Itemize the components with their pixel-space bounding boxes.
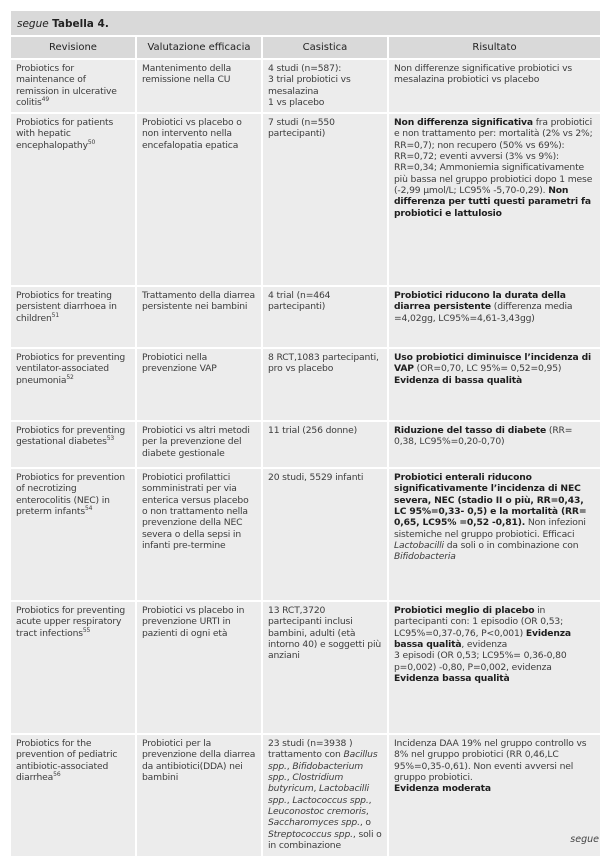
species-name: Saccharomyces spp. (268, 817, 360, 829)
cell-casistica (262, 59, 388, 113)
risultato-text: 3 episodi (OR 0,53; LC95%= 0,36-0,80 p=0,002) -0,80, P=0,002, evidenza (394, 650, 567, 673)
continued-label: segue (570, 834, 599, 845)
risultato-text: da soli o in combinazione con (443, 539, 579, 551)
cell-revisione (11, 421, 136, 468)
cell-casistica (262, 286, 388, 348)
revisione-text: Probiotics for preventing acute upper respiratory tract infections (16, 605, 126, 639)
casistica-line: 8 RCT,1083 partecipanti, pro vs placebo (268, 352, 379, 375)
cell-valutazione: Probiotici per la prevenzione della diarrea da antibiotici(DDA) nei bambini (136, 734, 262, 857)
cell-revisione (11, 734, 136, 857)
cell-risultato (388, 59, 600, 113)
caption-prefix: segue (17, 18, 49, 30)
cell-risultato (388, 468, 600, 601)
reference-number: 53 (106, 435, 115, 443)
species-name: Lactobacilli spp. (268, 783, 369, 806)
cell-casistica (262, 468, 388, 601)
reference-number: 52 (66, 373, 74, 381)
casistica-text: , (365, 805, 369, 817)
reference-number: 50 (87, 138, 96, 146)
revisione-text: Probiotics for treating persistent diarrhoea in children (16, 290, 117, 324)
risultato-text: Incidenza DAA 19% nel gruppo controllo vs 8% nel gruppo probiotici (RR 0,46,LC 95%=0,35-0,61). Non eventi avversi nel gruppo probiotici. (394, 738, 587, 784)
reference-number: 55 (82, 626, 91, 634)
cell-revisione (11, 113, 136, 286)
table-row (11, 421, 600, 468)
casistica-line: partecipanti inclusi bambini, adulti (età intorno 40) e soggetti più anziani (268, 616, 382, 662)
cell-revisione (11, 468, 136, 601)
casistica-text: , (313, 783, 320, 795)
casistica-line: 4 studi (n=587): (268, 63, 342, 74)
risultato-text: fra probiotici e non trattamento per: mortalità (2% vs 2%; RR=0,7); non recupero (50% vs 69%): RR=0,72; eventi avversi (3% vs 9%): RR=0,34; Ammoniemia significativamente più bassa nel gruppo probiotici dopo 1 mese (-2,99 µmol/L; LC95% -5,70-0,29). (394, 117, 593, 196)
casistica-text: , (286, 794, 293, 806)
cell-risultato (388, 601, 600, 734)
risultato-emphasis: Probiotici enterali riducono significativamente l’incidenza di NEC severa, NEC (stadio II o più, RR=0,43, LC 95%=0,33- 0,5) e la mortalità (RR= 0,65, LC95% =0,52 -0,81). (394, 472, 587, 529)
cell-casistica (262, 348, 388, 421)
risultato-text: (OR=0,70, LC 95%= 0,52=0,95) (413, 363, 562, 375)
reference-number: 54 (85, 505, 93, 513)
risultato-emphasis: Probiotici riducono la durata della diarrea persistente (394, 290, 566, 313)
table-row (11, 468, 600, 601)
risultato-text: (RR= 0,38, LC95%=0,20-0,70) (394, 425, 573, 448)
risultato-text: , evidenza (461, 639, 508, 651)
casistica-text: , (368, 794, 372, 806)
risultato-text: (differenza media =4,02gg, LC95%=4,61-3,43gg) (394, 301, 573, 324)
cell-valutazione: Trattamento della diarrea persistente nei bambini (136, 286, 262, 348)
revisione-text: Probiotics for maintenance of remission in ulcerative colitis (16, 63, 117, 108)
cell-revisione (11, 601, 136, 734)
cell-risultato (388, 286, 600, 348)
cell-valutazione: Mantenimento della remissione nella CU (136, 59, 262, 113)
revisione-text: Probiotics for patients with hepatic encephalopathy (16, 117, 114, 151)
risultato-emphasis: Evidenza bassa qualità (394, 627, 571, 651)
risultato-emphasis: Non differenza significativa (394, 117, 533, 129)
cell-risultato (388, 734, 600, 857)
casistica-line: 4 trial (n=464 partecipanti) (268, 290, 331, 313)
casistica-text: , o (359, 817, 371, 829)
table-row (11, 601, 600, 734)
species-name: Clostridium butyricum (268, 772, 344, 795)
risultato-text: in partecipanti con: 1 episodio (OR 0,53; LC95%=0,37-0,76, P<0,001) (394, 605, 564, 639)
cell-revisione (11, 348, 136, 421)
table-row (11, 59, 600, 113)
cell-casistica (262, 421, 388, 468)
risultato-text: Non infezioni sistemiche nel gruppo probiotici. Efficaci (394, 517, 586, 540)
risultato-emphasis: Evidenza di bassa qualità (394, 374, 523, 386)
cell-risultato (388, 113, 600, 286)
header-revisione: Revisione (11, 37, 136, 59)
cell-casistica (262, 734, 388, 857)
probiotics-table (11, 37, 600, 858)
table-row (11, 734, 600, 857)
casistica-text: 23 studi (n=3938 ) trattamento con (268, 738, 353, 761)
cell-revisione (11, 59, 136, 113)
species-name: Bacillus spp. (268, 749, 378, 772)
header-casistica: Casistica (262, 37, 388, 59)
table-row (11, 286, 600, 348)
risultato-emphasis: Probiotici meglio di placebo (394, 605, 535, 617)
reference-number: 51 (51, 311, 60, 319)
casistica-line: 13 RCT,3720 (268, 605, 326, 617)
table-caption (11, 11, 600, 37)
table-container (11, 11, 600, 858)
casistica-text: , soli o in combinazione (268, 828, 382, 851)
revisione-text: Probiotics for the prevention of pediatric antibiotic-associated diarrhea (16, 738, 118, 784)
risultato-emphasis: Evidenza moderata (394, 783, 491, 795)
risultato-emphasis: Uso probiotici diminuisce l’incidenza di VAP (394, 352, 592, 375)
risultato-text: Lactobacilli (394, 539, 444, 551)
species-name: Bifidobacterium spp. (268, 760, 364, 784)
species-name: Leuconostoc cremoris (268, 805, 366, 817)
cell-valutazione: Probiotici vs placebo o non intervento nella encefalopatia epatica (136, 113, 262, 286)
caption-title: Tabella 4. (52, 18, 109, 30)
revisione-text: Probiotics for preventing gestational diabetes (16, 425, 126, 448)
risultato-text: Non differenze significative probiotici vs mesalazina probiotici vs placebo (394, 63, 573, 86)
casistica-line: 1 vs placebo (268, 96, 325, 108)
casistica-text: , (286, 760, 293, 772)
cell-valutazione: Probiotici profilattici somministrati per via enterica versus placebo o non trattamento nella prevenzione della NEC severa o della sepsi in infanti pre-termine (136, 468, 262, 601)
casistica-line: 3 trial probiotici vs mesalazina (268, 74, 351, 97)
casistica-text: , (286, 772, 293, 784)
casistica-line: 7 studi (n=550 partecipanti) (268, 117, 335, 140)
species-name: Streptococcus spp. (268, 828, 353, 840)
cell-valutazione: Probiotici vs altri metodi per la prevenzione del diabete gestionale (136, 421, 262, 468)
revisione-text: Probiotics for preventing ventilator-associated pneumonia (16, 352, 126, 386)
risultato-emphasis: Evidenza bassa qualità (394, 672, 510, 684)
risultato-emphasis: Riduzione del tasso di diabete (394, 425, 547, 437)
cell-casistica (262, 113, 388, 286)
revisione-text: Probiotics for prevention of necrotizing enterocolitis (NEC) in preterm infants (16, 472, 125, 518)
reference-number: 49 (41, 95, 50, 103)
cell-risultato (388, 421, 600, 468)
cell-valutazione: Probiotici nella prevenzione VAP (136, 348, 262, 421)
cell-casistica (262, 601, 388, 734)
casistica-line: 20 studi, 5529 infanti (268, 472, 364, 484)
table-row (11, 348, 600, 421)
table-row (11, 113, 600, 286)
reference-number: 56 (53, 771, 61, 779)
species-name: Lactococcus spp. (292, 794, 369, 806)
risultato-emphasis: Non differenza per tutti questi parametri fa probiotici e lattulosio (394, 184, 591, 219)
header-risultato: Risultato (388, 37, 600, 59)
cell-revisione (11, 286, 136, 348)
cell-valutazione: Probiotici vs placebo in prevenzione URTI in pazienti di ogni età (136, 601, 262, 734)
header-row (11, 37, 600, 59)
casistica-line: 11 trial (256 donne) (268, 425, 358, 437)
cell-risultato (388, 348, 600, 421)
risultato-text: Bifidobacteria (394, 551, 456, 563)
header-valutazione: Valutazione efficacia (136, 37, 262, 59)
